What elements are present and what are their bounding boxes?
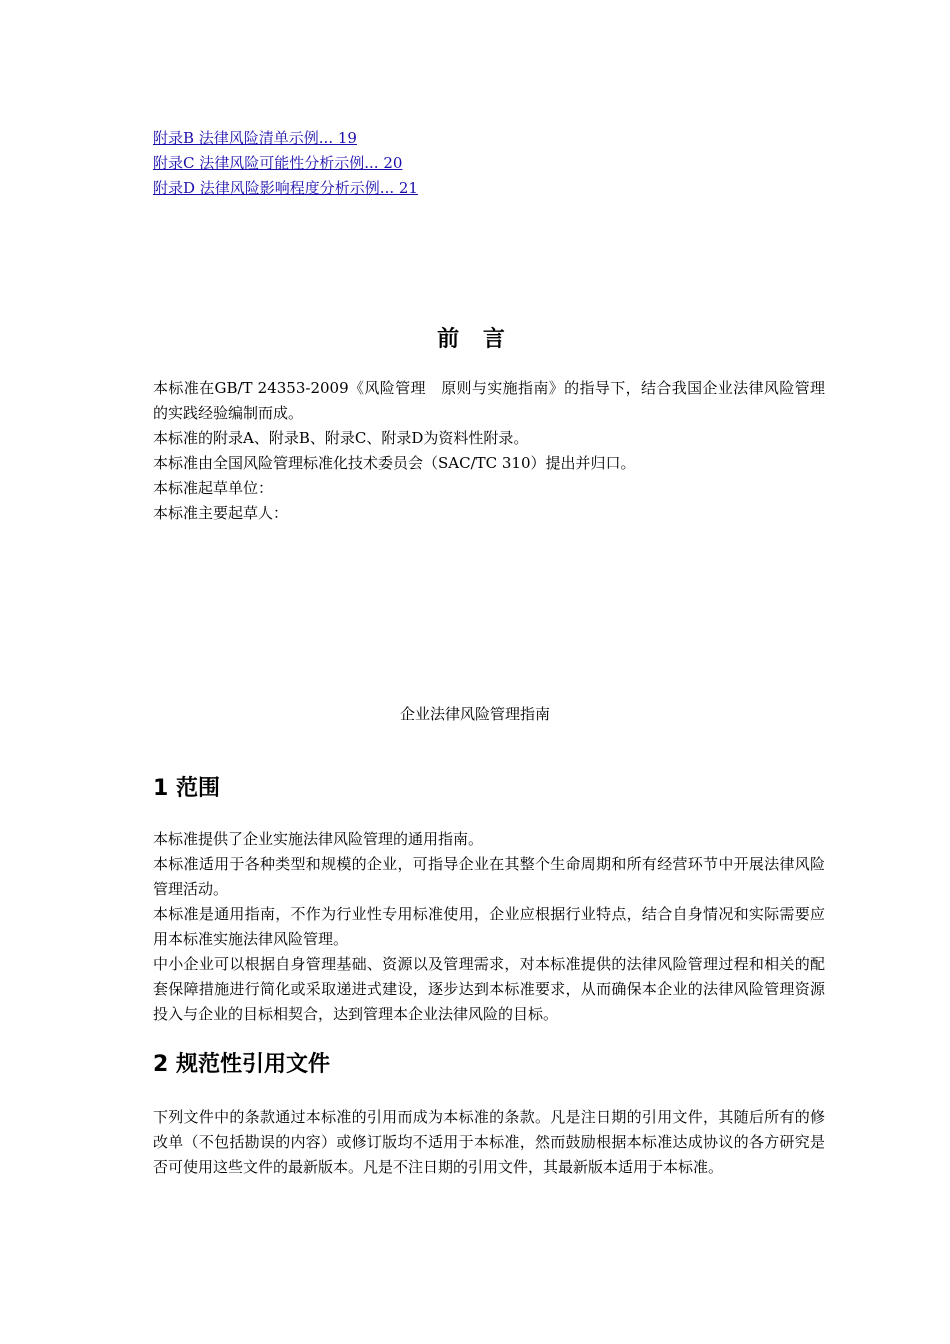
toc-link-appendix-d[interactable]: 附录D 法律风险影响程度分析示例... 21 (153, 179, 418, 197)
document-title: 企业法律风险管理指南 (399, 705, 550, 723)
paragraph: 中小企业可以根据自身管理基础、资源以及管理需求，对本标准提供的法律风险管理过程和相关的配套保障措施进行简化或采取递进式建设，逐步达到本标准要求，从而确保本企业的法律风险管理资源投入与企业的目标相契合，达到管理本企业法律风险的目标。 (153, 955, 825, 1023)
paragraph: 本标准由全国风险管理标准化技术委员会（SAC/TC 310）提出并归口。 (153, 454, 636, 472)
paragraph: 本标准适用于各种类型和规模的企业，可指导企业在其整个生命周期和所有经营环节中开展法律风险管理活动。 (153, 855, 825, 898)
paragraph: 本标准主要起草人： (153, 504, 289, 522)
paragraph: 本标准的附录A、附录B、附录C、附录D为资料性附录。 (153, 429, 529, 447)
section-2-heading: 2 规范性引用文件 (153, 1052, 330, 1077)
preface-title: 前 言 (437, 327, 513, 352)
toc-link-appendix-c[interactable]: 附录C 法律风险可能性分析示例... 20 (153, 154, 403, 172)
preface-body (153, 376, 825, 526)
table-of-contents (153, 126, 833, 201)
section-1-body (153, 827, 825, 1027)
toc-link-appendix-b[interactable]: 附录B 法律风险清单示例... 19 (153, 129, 357, 147)
paragraph: 本标准在GB/T 24353-2009《风险管理 原则与实施指南》的指导下，结合我国企业法律风险管理的实践经验编制而成。 (153, 379, 825, 422)
paragraph: 本标准起草单位： (153, 479, 274, 497)
paragraph: 本标准提供了企业实施法律风险管理的通用指南。 (153, 830, 484, 848)
section-2-body (153, 1105, 825, 1180)
section-1-heading: 1 范围 (153, 776, 220, 801)
paragraph: 下列文件中的条款通过本标准的引用而成为本标准的条款。凡是注日期的引用文件，其随后所有的修改单（不包括勘误的内容）或修订版均不适用于本标准，然而鼓励根据本标准达成协议的各方研究是否可使用这些文件的最新版本。凡是不注日期的引用文件，其最新版本适用于本标准。 (153, 1108, 825, 1176)
paragraph: 本标准是通用指南，不作为行业性专用标准使用，企业应根据行业特点，结合自身情况和实际需要应用本标准实施法律风险管理。 (153, 905, 825, 948)
